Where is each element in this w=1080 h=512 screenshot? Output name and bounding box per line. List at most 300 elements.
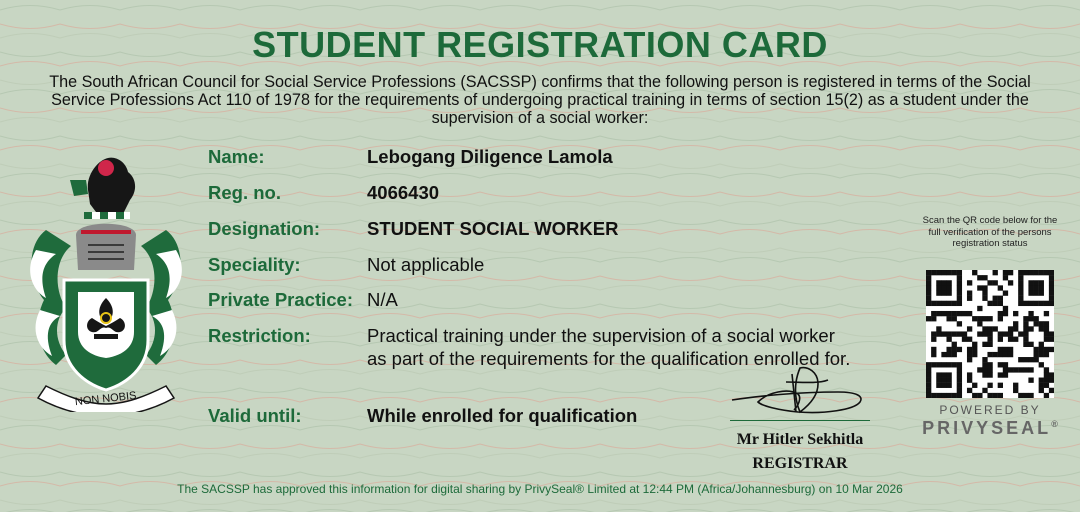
qr-module: [972, 393, 977, 398]
qr-module: [993, 280, 998, 285]
qr-module: [993, 326, 998, 331]
qr-module: [926, 316, 931, 321]
qr-module: [931, 347, 936, 352]
qr-module: [936, 331, 941, 336]
qr-module: [1039, 342, 1044, 347]
qr-module: [998, 285, 1003, 290]
qr-module: [987, 316, 992, 321]
qr-module: [998, 362, 1003, 367]
qr-module: [1008, 280, 1013, 285]
qr-module: [931, 270, 936, 275]
qr-module: [982, 367, 987, 372]
qr-module: [936, 290, 941, 295]
qr-module: [998, 316, 1003, 321]
qr-module: [1003, 290, 1008, 295]
qr-module: [1044, 301, 1049, 306]
qr-module: [1003, 367, 1008, 372]
qr-module: [931, 311, 936, 316]
qr-module: [1034, 280, 1039, 285]
qr-module: [1018, 331, 1023, 336]
qr-module: [957, 301, 962, 306]
signature-line: [730, 420, 870, 421]
qr-module: [982, 357, 987, 362]
qr-module: [931, 393, 936, 398]
qr-module: [1039, 378, 1044, 383]
intro-text: The South African Council for Social Service Professions (SACSSP) confirms that the following person is registered in terms of the Social Service Professions Act 110 of 1978 for the requirements of undergoing practical training in terms of section 15(2) as a student under the supervision of a social worker:: [49, 73, 1031, 127]
qr-module: [1003, 362, 1008, 367]
background-wave-line: [0, 6, 1080, 11]
qr-module: [1023, 342, 1028, 347]
qr-module: [926, 383, 931, 388]
qr-module: [987, 337, 992, 342]
qr-module: [931, 316, 936, 321]
field-value-private-practice: N/A: [367, 289, 398, 310]
qr-module: [967, 296, 972, 301]
qr-module: [946, 316, 951, 321]
qr-module: [1003, 372, 1008, 377]
qr-module: [946, 280, 951, 285]
qr-module: [952, 393, 957, 398]
qr-module: [1013, 367, 1018, 372]
qr-module: [957, 311, 962, 316]
qr-module: [1039, 383, 1044, 388]
qr-module: [957, 388, 962, 393]
card-title: STUDENT REGISTRATION CARD: [252, 24, 828, 65]
qr-module: [1023, 326, 1028, 331]
qr-module: [962, 337, 967, 342]
qr-module: [1034, 321, 1039, 326]
qr-module: [1034, 285, 1039, 290]
qr-module: [1049, 347, 1054, 352]
sacssp-crest-icon: [26, 150, 186, 412]
qr-module: [972, 270, 977, 275]
qr-module: [957, 378, 962, 383]
qr-module: [952, 301, 957, 306]
background-wave-line: [0, 472, 1080, 477]
qr-module: [952, 331, 957, 336]
qr-module: [1008, 347, 1013, 352]
qr-module: [1049, 285, 1054, 290]
qr-module: [1028, 393, 1033, 398]
qr-module: [1049, 296, 1054, 301]
qr-module: [1049, 388, 1054, 393]
field-label: Restriction:: [208, 325, 311, 346]
qr-module: [982, 362, 987, 367]
qr-module: [1013, 321, 1018, 326]
qr-module: [977, 367, 982, 372]
qr-module: [998, 337, 1003, 342]
qr-module: [967, 347, 972, 352]
qr-module: [946, 311, 951, 316]
qr-module: [957, 383, 962, 388]
qr-module: [941, 301, 946, 306]
qr-module: [1039, 352, 1044, 357]
qr-module: [1023, 321, 1028, 326]
qr-module: [1044, 383, 1049, 388]
qr-module: [952, 311, 957, 316]
qr-module: [982, 326, 987, 331]
qr-module: [1044, 331, 1049, 336]
qr-module: [936, 378, 941, 383]
qr-module: [1018, 280, 1023, 285]
qr-module: [998, 301, 1003, 306]
qr-module: [1008, 326, 1013, 331]
qr-module: [1044, 372, 1049, 377]
qr-module: [941, 280, 946, 285]
qr-module: [1049, 275, 1054, 280]
qr-module: [1034, 352, 1039, 357]
qr-module: [957, 393, 962, 398]
qr-module: [1028, 311, 1033, 316]
qr-module: [941, 311, 946, 316]
qr-module: [1049, 301, 1054, 306]
qr-module: [1008, 352, 1013, 357]
registrar-name: Mr Hitler Sekhitla: [736, 431, 864, 448]
qr-module: [1023, 367, 1028, 372]
qr-module: [987, 362, 992, 367]
qr-module: [952, 316, 957, 321]
qr-module: [1034, 347, 1039, 352]
footer-approval-text: The SACSSP has approved this information for digital sharing by PrivySeal® Limited at 12:44 PM (Africa/Johannesburg) on 10 Mar 2026: [177, 482, 903, 496]
qr-module: [1039, 290, 1044, 295]
qr-module: [931, 362, 936, 367]
qr-module: [957, 296, 962, 301]
qr-instructions: Scan the QR code below for the full verification of the persons registration status: [922, 215, 1058, 249]
qr-module: [936, 372, 941, 377]
qr-module: [946, 352, 951, 357]
privyseal-logo: [918, 418, 1062, 439]
qr-module: [952, 342, 957, 347]
qr-module: [936, 270, 941, 275]
qr-module: [926, 372, 931, 377]
qr-module: [1034, 357, 1039, 362]
qr-module: [1028, 316, 1033, 321]
qr-module: [1023, 301, 1028, 306]
qr-module: [957, 331, 962, 336]
qr-module: [1023, 270, 1028, 275]
field-label: Reg. no.: [208, 182, 281, 203]
qr-module: [967, 352, 972, 357]
qr-module: [1003, 275, 1008, 280]
qr-module: [946, 383, 951, 388]
qr-module: [998, 352, 1003, 357]
qr-module: [952, 352, 957, 357]
qr-module: [977, 285, 982, 290]
qr-module: [987, 326, 992, 331]
qr-module: [941, 285, 946, 290]
qr-module: [1023, 337, 1028, 342]
qr-module: [941, 372, 946, 377]
qr-module: [993, 393, 998, 398]
qr-module: [1028, 285, 1033, 290]
qr-module: [982, 275, 987, 280]
qr-module: [946, 270, 951, 275]
registrar-title: REGISTRAR: [752, 455, 848, 472]
qr-module: [982, 296, 987, 301]
qr-module: [987, 352, 992, 357]
qr-module: [1044, 311, 1049, 316]
qr-module: [1039, 301, 1044, 306]
qr-module: [1018, 290, 1023, 295]
qr-module: [1039, 321, 1044, 326]
qr-module: [946, 285, 951, 290]
qr-module: [1003, 347, 1008, 352]
qr-module: [1028, 280, 1033, 285]
qr-module: [967, 357, 972, 362]
qr-module: [1049, 331, 1054, 336]
qr-module: [967, 311, 972, 316]
qr-module: [1039, 270, 1044, 275]
qr-module: [1049, 290, 1054, 295]
qr-module: [1013, 383, 1018, 388]
qr-module: [967, 372, 972, 377]
qr-module: [957, 290, 962, 295]
qr-module: [946, 372, 951, 377]
qr-module: [982, 388, 987, 393]
qr-module: [967, 280, 972, 285]
field-value-restriction-line1: Practical training under the supervision of a social worker: [367, 325, 835, 346]
qr-module: [952, 270, 957, 275]
qr-module: [931, 331, 936, 336]
qr-module: [936, 326, 941, 331]
qr-module: [926, 388, 931, 393]
qr-module: [972, 347, 977, 352]
qr-module: [1034, 301, 1039, 306]
qr-module: [1013, 326, 1018, 331]
qr-module: [982, 342, 987, 347]
field-value-speciality: Not applicable: [367, 254, 485, 275]
qr-module: [977, 316, 982, 321]
qr-module: [1018, 275, 1023, 280]
qr-module: [1044, 270, 1049, 275]
qr-module: [998, 372, 1003, 377]
qr-module: [946, 362, 951, 367]
qr-module: [952, 347, 957, 352]
qr-module: [1049, 280, 1054, 285]
qr-module: [1018, 285, 1023, 290]
qr-module: [1039, 347, 1044, 352]
qr-module: [1013, 388, 1018, 393]
qr-module: [946, 378, 951, 383]
field-value-restriction-line2: as part of the requirements for the qualification enrolled for.: [367, 348, 851, 369]
qr-module: [936, 280, 941, 285]
qr-module: [967, 290, 972, 295]
qr-module: [982, 290, 987, 295]
qr-module: [926, 301, 931, 306]
background-wave-line: [0, 454, 1080, 459]
qr-module: [962, 331, 967, 336]
field-value-designation: STUDENT SOCIAL WORKER: [367, 218, 619, 239]
qr-module: [1003, 352, 1008, 357]
qr-module: [936, 393, 941, 398]
qr-module: [957, 275, 962, 280]
qr-module: [967, 388, 972, 393]
qr-module: [972, 342, 977, 347]
qr-module: [957, 321, 962, 326]
qr-module: [977, 393, 982, 398]
qr-module: [1018, 367, 1023, 372]
qr-module: [946, 290, 951, 295]
qr-module: [936, 301, 941, 306]
qr-module: [998, 331, 1003, 336]
qr-module: [1044, 393, 1049, 398]
qr-module: [957, 280, 962, 285]
qr-module: [977, 331, 982, 336]
qr-module: [1039, 388, 1044, 393]
qr-module: [1044, 367, 1049, 372]
qr-module: [936, 311, 941, 316]
qr-module: [926, 362, 931, 367]
qr-module: [962, 311, 967, 316]
qr-module: [1023, 331, 1028, 336]
qr-module: [977, 275, 982, 280]
qr-module: [1039, 280, 1044, 285]
qr-module: [987, 342, 992, 347]
crest-motto: NON NOBIS: [74, 389, 138, 409]
qr-module: [972, 383, 977, 388]
qr-module: [957, 372, 962, 377]
powered-by-label: POWERED BY: [939, 403, 1041, 417]
background-wave-line: [0, 136, 1080, 141]
qr-module: [926, 290, 931, 295]
qr-module: [1018, 357, 1023, 362]
qr-module: [1018, 270, 1023, 275]
field-label: Speciality:: [208, 254, 301, 275]
qr-module: [1044, 321, 1049, 326]
qr-module: [1013, 337, 1018, 342]
qr-module: [1008, 331, 1013, 336]
qr-module: [926, 275, 931, 280]
qr-module: [946, 301, 951, 306]
qr-module: [993, 301, 998, 306]
qr-module: [936, 285, 941, 290]
qr-module: [1044, 326, 1049, 331]
qr-module: [1018, 296, 1023, 301]
qr-module: [987, 383, 992, 388]
qr-module: [941, 393, 946, 398]
qr-module: [1023, 357, 1028, 362]
qr-module: [1044, 347, 1049, 352]
qr-module: [1049, 378, 1054, 383]
qr-module: [926, 270, 931, 275]
field-label: Designation:: [208, 218, 321, 239]
qr-module: [1039, 362, 1044, 367]
qr-module: [1034, 316, 1039, 321]
qr-module: [972, 316, 977, 321]
qr-module: [1044, 352, 1049, 357]
qr-module: [931, 352, 936, 357]
qr-module: [957, 347, 962, 352]
qr-module: [987, 301, 992, 306]
registered-mark: ®: [1051, 419, 1058, 429]
qr-module: [1039, 285, 1044, 290]
qr-module: [998, 393, 1003, 398]
qr-module: [1003, 311, 1008, 316]
qr-module: [987, 393, 992, 398]
qr-module: [946, 337, 951, 342]
qr-module: [1003, 306, 1008, 311]
qr-module: [977, 321, 982, 326]
qr-module: [1034, 290, 1039, 295]
qr-module: [1023, 393, 1028, 398]
qr-module: [1049, 270, 1054, 275]
qr-module: [941, 378, 946, 383]
qr-module: [1039, 326, 1044, 331]
qr-module: [987, 331, 992, 336]
qr-module: [1044, 337, 1049, 342]
field-label: Name:: [208, 146, 265, 167]
qr-module: [941, 352, 946, 357]
qr-module: [982, 316, 987, 321]
qr-module: [993, 270, 998, 275]
background-wave-line: [0, 500, 1080, 505]
qr-module: [998, 311, 1003, 316]
qr-module: [926, 280, 931, 285]
qr-module: [941, 362, 946, 367]
qr-module: [946, 331, 951, 336]
qr-module: [1028, 378, 1033, 383]
qr-module: [1008, 337, 1013, 342]
qr-module: [931, 337, 936, 342]
qr-module: [1049, 372, 1054, 377]
field-value-name: Lebogang Diligence Lamola: [367, 146, 613, 167]
qr-module: [926, 378, 931, 383]
qr-module: [998, 383, 1003, 388]
field-label: Private Practice:: [208, 289, 354, 310]
qr-module: [993, 296, 998, 301]
qr-module: [926, 393, 931, 398]
qr-module: [1028, 326, 1033, 331]
qr-module: [1008, 367, 1013, 372]
qr-module: [1028, 301, 1033, 306]
qr-module: [967, 326, 972, 331]
qr-module: [946, 347, 951, 352]
qr-module: [957, 367, 962, 372]
qr-module: [998, 347, 1003, 352]
verification-qr-code[interactable]: [926, 270, 1054, 398]
qr-module: [998, 296, 1003, 301]
qr-module: [926, 296, 931, 301]
qr-module: [957, 285, 962, 290]
qr-module: [936, 383, 941, 388]
qr-module: [1049, 337, 1054, 342]
qr-module: [1008, 270, 1013, 275]
qr-module: [946, 393, 951, 398]
qr-module: [982, 372, 987, 377]
qr-module: [1028, 270, 1033, 275]
qr-module: [941, 290, 946, 295]
qr-module: [957, 362, 962, 367]
qr-module: [941, 383, 946, 388]
qr-module: [1018, 393, 1023, 398]
qr-module: [941, 331, 946, 336]
qr-module: [926, 285, 931, 290]
qr-module: [982, 285, 987, 290]
qr-module: [1028, 367, 1033, 372]
qr-module: [993, 352, 998, 357]
qr-module: [931, 301, 936, 306]
qr-module: [1028, 290, 1033, 295]
qr-module: [972, 352, 977, 357]
background-wave-line: [0, 444, 1080, 449]
qr-module: [987, 372, 992, 377]
qr-module: [987, 280, 992, 285]
qr-module: [941, 270, 946, 275]
qr-module: [987, 367, 992, 372]
qr-module: [1044, 378, 1049, 383]
qr-module: [952, 362, 957, 367]
qr-module: [1013, 311, 1018, 316]
